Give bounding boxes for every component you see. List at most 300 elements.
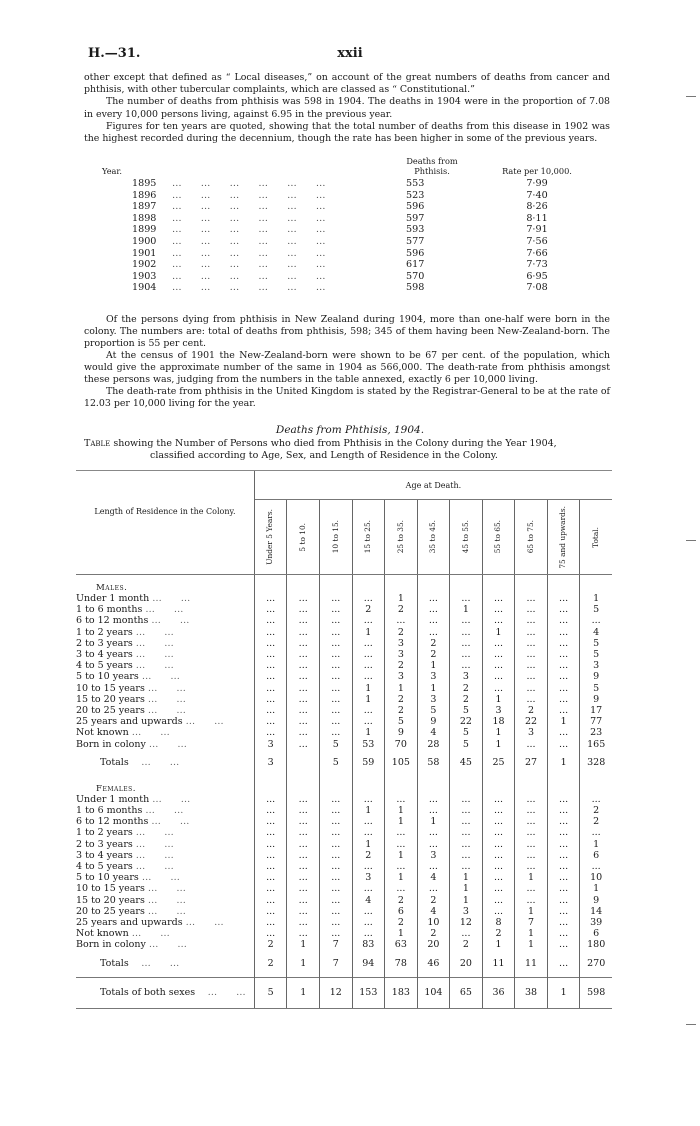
table-cell: 4 bbox=[580, 627, 612, 638]
table-cell: ... bbox=[515, 604, 548, 615]
table-cell: ... bbox=[287, 827, 320, 838]
table-cell: 3 bbox=[450, 671, 483, 682]
table-cell: ... bbox=[547, 615, 580, 626]
totals-cell: 270 bbox=[580, 951, 612, 978]
table-cell: ... bbox=[515, 839, 548, 850]
table-row bbox=[76, 872, 612, 883]
table-cell: 5 bbox=[450, 739, 483, 750]
deaths-cell: 596 bbox=[406, 247, 425, 259]
table-cell: ... bbox=[254, 694, 287, 705]
column-header-text: 75 and upwards. bbox=[558, 505, 568, 569]
paragraph: Figures for ten years are quoted, showing that the total number of deaths from this disease in 1902 was the highest recorded during the decennium, though the rate has been higher in some of the previous years. bbox=[84, 120, 610, 145]
table-cell: 9 bbox=[580, 694, 612, 705]
table-row bbox=[76, 627, 612, 638]
table-cell: ... bbox=[352, 827, 385, 838]
table-row bbox=[76, 683, 612, 694]
table-cell: ... bbox=[547, 705, 580, 716]
deaths-cell: 553 bbox=[406, 178, 425, 189]
table-cell: 23 bbox=[580, 727, 612, 738]
table-cell: ... bbox=[287, 794, 320, 805]
totals-cell: 104 bbox=[417, 977, 450, 1008]
table-cell: 1 bbox=[580, 593, 612, 604]
caption-line-2: classified according to Age, Sex, and Length of Residence in the Colony. bbox=[150, 450, 498, 461]
table-cell: 9 bbox=[580, 671, 612, 682]
table-row bbox=[76, 660, 612, 671]
table-cell: 3 bbox=[385, 649, 418, 660]
rate-cell: 8·26 bbox=[526, 201, 548, 213]
deaths-cell: 598 bbox=[406, 282, 425, 294]
table-cell: ... bbox=[352, 649, 385, 660]
table-row bbox=[76, 604, 612, 615]
table-cell: 1 bbox=[482, 939, 515, 950]
table-cell: 1 bbox=[515, 928, 548, 939]
leader-dots: … … … … … … bbox=[172, 189, 326, 201]
totals-cell: 46 bbox=[417, 951, 450, 978]
totals-cell: 38 bbox=[515, 977, 548, 1008]
length-of-residence-header: Length of Residence in the Colony. bbox=[76, 471, 254, 575]
table-cell: 3 bbox=[385, 638, 418, 649]
table-row bbox=[76, 906, 612, 917]
age-column-header bbox=[319, 500, 352, 575]
table-cell: ... bbox=[385, 794, 418, 805]
table-cell: 1 bbox=[515, 872, 548, 883]
ten-year-row bbox=[84, 271, 610, 283]
table-cell: ... bbox=[287, 627, 320, 638]
leader-dots: … … … … … … bbox=[172, 282, 326, 294]
table-cell: ... bbox=[287, 839, 320, 850]
table-cell: ... bbox=[547, 627, 580, 638]
table-cell: 2 bbox=[417, 649, 450, 660]
rate-cell: 7·99 bbox=[526, 178, 548, 189]
females-totals-row bbox=[76, 951, 612, 978]
table-cell: 2 bbox=[385, 660, 418, 671]
table-cell: 1 bbox=[385, 805, 418, 816]
table-cell: ... bbox=[254, 660, 287, 671]
table-cell: ... bbox=[547, 850, 580, 861]
totals-cell: 105 bbox=[385, 750, 418, 776]
table-cell: 2 bbox=[385, 694, 418, 705]
table-cell: 1 bbox=[352, 839, 385, 850]
table-cell: 2 bbox=[450, 683, 483, 694]
column-header-text: Under 5 Years. bbox=[265, 509, 275, 565]
ten-year-table bbox=[84, 156, 610, 294]
table-cell: ... bbox=[287, 850, 320, 861]
table-cell: ... bbox=[547, 939, 580, 950]
table-cell: ... bbox=[482, 906, 515, 917]
column-header-text: Total. bbox=[590, 526, 600, 548]
table-cell: 5 bbox=[319, 739, 352, 750]
table-cell: 5 bbox=[450, 705, 483, 716]
table-cell: 1 bbox=[352, 727, 385, 738]
totals-cell: 1 bbox=[547, 750, 580, 776]
row-label: Not known … … bbox=[76, 928, 170, 940]
table-cell: 10 bbox=[417, 917, 450, 928]
table-row bbox=[76, 805, 612, 816]
table-cell: 1 bbox=[287, 939, 320, 950]
table-cell: ... bbox=[319, 895, 352, 906]
table-row bbox=[76, 671, 612, 682]
table-cell: 53 bbox=[352, 739, 385, 750]
table-cell: ... bbox=[450, 615, 483, 626]
table-cell: ... bbox=[385, 861, 418, 872]
table-cell: ... bbox=[254, 906, 287, 917]
rate-cell: 7·66 bbox=[526, 247, 548, 259]
table-cell: ... bbox=[482, 683, 515, 694]
table-cell: ... bbox=[482, 671, 515, 682]
age-column-header bbox=[385, 500, 418, 575]
totals-cell: 153 bbox=[352, 977, 385, 1008]
ten-year-row bbox=[84, 178, 610, 190]
table-cell: 5 bbox=[580, 683, 612, 694]
table-cell: ... bbox=[547, 671, 580, 682]
row-label: 6 to 12 months … … bbox=[76, 615, 190, 627]
table-cell: 5 bbox=[580, 604, 612, 615]
table-cell: ... bbox=[287, 593, 320, 604]
table-cell: ... bbox=[319, 861, 352, 872]
age-column-header bbox=[580, 500, 612, 575]
row-label: 20 to 25 years … … bbox=[76, 905, 186, 917]
ten-year-row bbox=[84, 236, 610, 248]
table-cell: ... bbox=[547, 827, 580, 838]
table-cell: ... bbox=[515, 794, 548, 805]
table-cell: ... bbox=[319, 805, 352, 816]
table-cell: 1 bbox=[450, 895, 483, 906]
table-cell: ... bbox=[319, 638, 352, 649]
row-label: 25 years and upwards … … bbox=[76, 917, 224, 929]
table-cell: ... bbox=[287, 638, 320, 649]
rate-cell: 7·08 bbox=[526, 282, 548, 294]
table-row bbox=[76, 638, 612, 649]
table-cell: ... bbox=[515, 739, 548, 750]
table-cell: 1 bbox=[385, 683, 418, 694]
ten-year-header bbox=[84, 156, 610, 178]
year-cell: 1900 bbox=[132, 235, 157, 247]
table-cell: 28 bbox=[417, 739, 450, 750]
table-cell: ... bbox=[287, 906, 320, 917]
ten-year-row bbox=[84, 201, 610, 213]
row-label: 1 to 6 months … … bbox=[76, 805, 184, 817]
table-cell: ... bbox=[482, 638, 515, 649]
leader-dots: … … … … … … bbox=[172, 235, 326, 247]
table-cell: ... bbox=[417, 615, 450, 626]
leader-dots: … … … … … … bbox=[172, 178, 326, 189]
table-cell: ... bbox=[547, 917, 580, 928]
table-cell: ... bbox=[352, 883, 385, 894]
table-cell: ... bbox=[515, 827, 548, 838]
totals-label: Totals … … bbox=[100, 958, 180, 970]
leader-dots: … … … … … … bbox=[172, 201, 326, 213]
males-section-row bbox=[76, 575, 612, 594]
table-cell: ... bbox=[287, 739, 320, 750]
paragraph: other except that defined as “ Local diseases,” on account of the great numbers of deaths from cancer and phthisis, with other tubercular complaints, which are classed as “ Constitutional.” bbox=[84, 72, 610, 96]
table-cell: ... bbox=[482, 604, 515, 615]
table-cell: ... bbox=[385, 615, 418, 626]
row-label: 3 to 4 years … … bbox=[76, 849, 174, 861]
year-cell: 1901 bbox=[132, 247, 157, 259]
table-caption bbox=[84, 438, 610, 462]
table-cell: 4 bbox=[352, 895, 385, 906]
table-cell: ... bbox=[254, 839, 287, 850]
age-header-row bbox=[76, 471, 612, 500]
ten-year-row bbox=[84, 248, 610, 260]
table-cell: ... bbox=[547, 683, 580, 694]
table-cell: ... bbox=[515, 593, 548, 604]
table-cell: ... bbox=[319, 839, 352, 850]
table-cell: 6 bbox=[580, 850, 612, 861]
table-cell: ... bbox=[352, 660, 385, 671]
table-cell: ... bbox=[319, 615, 352, 626]
totals-cell: 7 bbox=[319, 951, 352, 978]
table-cell: 22 bbox=[450, 716, 483, 727]
deaths-cell: 617 bbox=[406, 259, 425, 271]
table-cell: ... bbox=[352, 638, 385, 649]
caption-prefix: Table bbox=[84, 438, 111, 449]
totals-cell: 1 bbox=[287, 977, 320, 1008]
table-cell: ... bbox=[450, 827, 483, 838]
totals-cell: 45 bbox=[450, 750, 483, 776]
table-cell: ... bbox=[515, 895, 548, 906]
totals-cell: 2 bbox=[254, 951, 287, 978]
table-cell: ... bbox=[482, 660, 515, 671]
table-cell: 1 bbox=[450, 872, 483, 883]
table-cell: ... bbox=[547, 906, 580, 917]
row-label: 2 to 3 years … … bbox=[76, 637, 174, 649]
table-cell: 83 bbox=[352, 939, 385, 950]
paragraph: Of the persons dying from phthisis in New Zealand during 1904, more than one-half were born in the colony. The numbers are: total of deaths from phthisis, 598; 345 of them having been New-Zealand-born. The proportion is 55 per cent. bbox=[84, 314, 610, 349]
table-cell: 70 bbox=[385, 739, 418, 750]
table-row bbox=[76, 739, 612, 750]
deaths-cell: 570 bbox=[406, 270, 425, 282]
age-column-header bbox=[352, 500, 385, 575]
table-cell: 20 bbox=[417, 939, 450, 950]
year-cell: 1898 bbox=[132, 212, 157, 224]
row-label: 15 to 20 years … … bbox=[76, 894, 186, 906]
paragraph: The death-rate from phthisis in the United Kingdom is stated by the Registrar-General to be at the rate of 12.03 per 10,000 living for the year. bbox=[84, 386, 610, 409]
table-cell: 1 bbox=[417, 816, 450, 827]
totals-cell: 1 bbox=[287, 951, 320, 978]
table-cell: 1 bbox=[482, 694, 515, 705]
table-cell: ... bbox=[450, 638, 483, 649]
table-cell: ... bbox=[319, 694, 352, 705]
table-cell: ... bbox=[254, 794, 287, 805]
table-cell: ... bbox=[352, 615, 385, 626]
table-cell: ... bbox=[287, 705, 320, 716]
table-cell: ... bbox=[319, 872, 352, 883]
table-cell: ... bbox=[417, 839, 450, 850]
table-cell: ... bbox=[450, 627, 483, 638]
table-cell: ... bbox=[580, 794, 612, 805]
table-cell: ... bbox=[450, 593, 483, 604]
table-cell: 3 bbox=[385, 671, 418, 682]
table-cell: 165 bbox=[580, 739, 612, 750]
totals-cell: ... bbox=[547, 951, 580, 978]
table-cell: ... bbox=[482, 805, 515, 816]
table-cell: ... bbox=[547, 649, 580, 660]
table-cell: ... bbox=[482, 816, 515, 827]
row-label: 4 to 5 years … … bbox=[76, 660, 174, 672]
table-cell: 2 bbox=[352, 604, 385, 615]
table-cell: ... bbox=[450, 649, 483, 660]
totals-cell: 11 bbox=[482, 951, 515, 978]
table-row bbox=[76, 727, 612, 738]
table-row bbox=[76, 615, 612, 626]
table-cell: ... bbox=[254, 593, 287, 604]
table-cell: ... bbox=[482, 839, 515, 850]
age-column-header bbox=[417, 500, 450, 575]
table-cell: ... bbox=[319, 906, 352, 917]
table-cell: ... bbox=[319, 827, 352, 838]
table-cell: 1 bbox=[385, 816, 418, 827]
table-cell: ... bbox=[580, 615, 612, 626]
table-cell: 5 bbox=[385, 716, 418, 727]
column-header-text: 55 to 65. bbox=[493, 520, 503, 554]
table-cell: 63 bbox=[385, 939, 418, 950]
table-cell: ... bbox=[547, 593, 580, 604]
table-cell: 7 bbox=[515, 917, 548, 928]
deaths-cell: 593 bbox=[406, 224, 425, 236]
table-cell: ... bbox=[319, 649, 352, 660]
table-cell: ... bbox=[287, 883, 320, 894]
table-cell: ... bbox=[515, 638, 548, 649]
table-cell: ... bbox=[254, 705, 287, 716]
table-cell: ... bbox=[515, 615, 548, 626]
leader-dots: … … … … … … bbox=[172, 270, 326, 282]
table-cell: ... bbox=[254, 816, 287, 827]
table-cell: ... bbox=[417, 861, 450, 872]
totals-cell: 183 bbox=[385, 977, 418, 1008]
table-row bbox=[76, 861, 612, 872]
table-cell: ... bbox=[254, 716, 287, 727]
col-year-header: Year. bbox=[102, 165, 123, 176]
table-cell: ... bbox=[515, 861, 548, 872]
paragraph: The number of deaths from phthisis was 598 in 1904. The deaths in 1904 were in the proportion of 7.08 in every 10,000 persons living, against 6.95 in the previous year. bbox=[84, 96, 610, 120]
table-cell: ... bbox=[254, 638, 287, 649]
table-cell: 3 bbox=[482, 705, 515, 716]
totals-cell: 5 bbox=[319, 750, 352, 776]
table-cell: 5 bbox=[450, 727, 483, 738]
page-number: xxii bbox=[337, 46, 363, 61]
table-cell: ... bbox=[287, 671, 320, 682]
table-cell: 2 bbox=[580, 816, 612, 827]
table-cell: ... bbox=[287, 683, 320, 694]
table-cell: 1 bbox=[482, 739, 515, 750]
table-cell: ... bbox=[287, 861, 320, 872]
table-cell: ... bbox=[482, 615, 515, 626]
table-row bbox=[76, 593, 612, 604]
table-cell: ... bbox=[287, 928, 320, 939]
table-cell: ... bbox=[319, 727, 352, 738]
table-cell: ... bbox=[547, 794, 580, 805]
table-cell: ... bbox=[515, 850, 548, 861]
table-cell: ... bbox=[254, 615, 287, 626]
table-row bbox=[76, 939, 612, 950]
table-cell: ... bbox=[319, 671, 352, 682]
table-cell: ... bbox=[319, 917, 352, 928]
table-cell: ... bbox=[515, 649, 548, 660]
totals-cell: 65 bbox=[450, 977, 483, 1008]
totals-cell: 3 bbox=[254, 750, 287, 776]
table-cell: 1 bbox=[580, 839, 612, 850]
table-cell: 2 bbox=[580, 805, 612, 816]
both-sexes-totals-row bbox=[76, 977, 612, 1008]
row-label: 10 to 15 years … … bbox=[76, 883, 186, 895]
table-cell: ... bbox=[547, 805, 580, 816]
row-label: 1 to 2 years … … bbox=[76, 626, 174, 638]
table-cell: 2 bbox=[385, 627, 418, 638]
table-cell: ... bbox=[482, 827, 515, 838]
year-cell: 1899 bbox=[132, 224, 157, 236]
table-cell: 2 bbox=[385, 705, 418, 716]
leader-dots: … … … … … … bbox=[172, 247, 326, 259]
caption-line-1: showing the Number of Persons who died from Phthisis in the Colony during the Year 1904, bbox=[113, 438, 557, 449]
table-cell: ... bbox=[385, 883, 418, 894]
table-cell: ... bbox=[319, 593, 352, 604]
table-cell: ... bbox=[547, 895, 580, 906]
table-cell: 3 bbox=[450, 906, 483, 917]
rate-cell: 7·91 bbox=[526, 224, 548, 236]
table-cell: ... bbox=[287, 895, 320, 906]
table-cell: 1 bbox=[547, 716, 580, 727]
ten-year-row bbox=[84, 224, 610, 236]
year-cell: 1896 bbox=[132, 189, 157, 201]
table-cell: 2 bbox=[482, 928, 515, 939]
column-header-text: 10 to 15. bbox=[330, 520, 340, 554]
table-cell: ... bbox=[417, 827, 450, 838]
table-cell: 1 bbox=[417, 683, 450, 694]
table-cell: ... bbox=[547, 883, 580, 894]
row-label: 25 years and upwards … … bbox=[76, 716, 224, 728]
table-cell: ... bbox=[254, 805, 287, 816]
table-cell: 1 bbox=[515, 939, 548, 950]
table-cell: 1 bbox=[385, 593, 418, 604]
table-cell: ... bbox=[417, 604, 450, 615]
table-cell: ... bbox=[352, 906, 385, 917]
age-column-header bbox=[287, 500, 320, 575]
table-cell: ... bbox=[482, 850, 515, 861]
margin-mark bbox=[686, 1024, 696, 1025]
table-cell: ... bbox=[287, 649, 320, 660]
table-cell: ... bbox=[352, 716, 385, 727]
deaths-cell: 597 bbox=[406, 212, 425, 224]
table-cell: 3 bbox=[417, 694, 450, 705]
table-cell: ... bbox=[254, 649, 287, 660]
rate-cell: 6·95 bbox=[526, 270, 548, 282]
table-cell: ... bbox=[319, 627, 352, 638]
row-label: Born in colony … … bbox=[76, 939, 187, 951]
males-totals-row bbox=[76, 750, 612, 776]
table-cell: ... bbox=[417, 593, 450, 604]
deaths-cell: 577 bbox=[406, 235, 425, 247]
table-cell: ... bbox=[515, 683, 548, 694]
table-cell: 10 bbox=[580, 872, 612, 883]
table-cell: 3 bbox=[417, 671, 450, 682]
totals-cell: 11 bbox=[515, 951, 548, 978]
table-row bbox=[76, 895, 612, 906]
table-cell: ... bbox=[254, 872, 287, 883]
table-cell: 5 bbox=[580, 649, 612, 660]
year-cell: 1904 bbox=[132, 282, 157, 294]
rate-cell: 8·11 bbox=[526, 212, 548, 224]
year-cell: 1903 bbox=[132, 270, 157, 282]
table-cell: ... bbox=[482, 593, 515, 604]
table-cell: 1 bbox=[450, 604, 483, 615]
table-cell: 1 bbox=[352, 627, 385, 638]
table-cell: 6 bbox=[580, 928, 612, 939]
margin-mark bbox=[686, 540, 696, 541]
totals-cell: 5 bbox=[254, 977, 287, 1008]
table-cell: 180 bbox=[580, 939, 612, 950]
males-label: Males. bbox=[96, 583, 128, 593]
